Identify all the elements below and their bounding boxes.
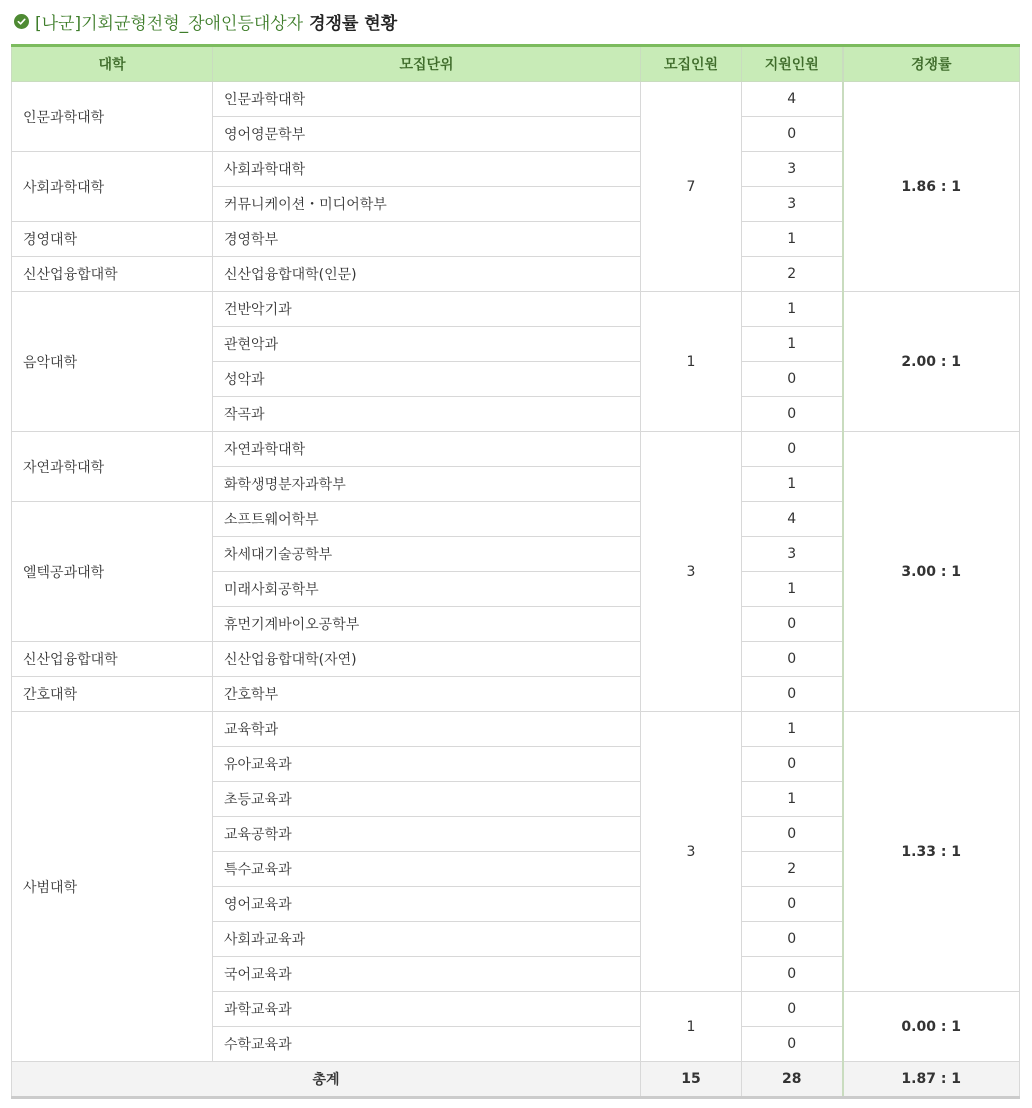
table-header-row	[12, 46, 1020, 82]
quota-cell: 7	[641, 82, 742, 292]
table-row	[12, 82, 1020, 117]
college-cell: 자연과학대학	[12, 432, 213, 502]
applicants-cell: 0	[742, 887, 843, 922]
unit-cell: 초등교육과	[213, 782, 641, 817]
quota-cell: 1	[641, 292, 742, 432]
applicants-cell: 1	[742, 327, 843, 362]
rate-cell: 1.86 : 1	[843, 82, 1020, 292]
table-row	[12, 712, 1020, 747]
table-row	[12, 292, 1020, 327]
total-rate: 1.87 : 1	[843, 1062, 1020, 1098]
quota-cell: 3	[641, 712, 742, 992]
total-row	[12, 1062, 1020, 1098]
rate-cell: 0.00 : 1	[843, 992, 1020, 1062]
unit-cell: 성악과	[213, 362, 641, 397]
college-cell: 간호대학	[12, 677, 213, 712]
applicants-cell: 1	[742, 572, 843, 607]
header-applicants: 지원인원	[742, 46, 843, 82]
applicants-cell: 0	[742, 642, 843, 677]
quota-cell: 1	[641, 992, 742, 1062]
applicants-cell: 0	[742, 747, 843, 782]
applicants-cell: 0	[742, 677, 843, 712]
applicants-cell: 1	[742, 712, 843, 747]
applicants-cell: 0	[742, 432, 843, 467]
unit-cell: 소프트웨어학부	[213, 502, 641, 537]
total-quota: 15	[641, 1062, 742, 1098]
applicants-cell: 3	[742, 187, 843, 222]
unit-cell: 사회과학대학	[213, 152, 641, 187]
quota-cell: 3	[641, 432, 742, 712]
unit-cell: 유아교육과	[213, 747, 641, 782]
rate-cell: 1.33 : 1	[843, 712, 1020, 992]
page-title	[14, 8, 397, 34]
header-rate: 경쟁률	[843, 46, 1020, 82]
unit-cell: 커뮤니케이션・미디어학부	[213, 187, 641, 222]
unit-cell: 신산업융합대학(인문)	[213, 257, 641, 292]
applicants-cell: 4	[742, 502, 843, 537]
unit-cell: 미래사회공학부	[213, 572, 641, 607]
unit-cell: 건반악기과	[213, 292, 641, 327]
unit-cell: 관현악과	[213, 327, 641, 362]
unit-cell: 작곡과	[213, 397, 641, 432]
unit-cell: 사회과교육과	[213, 922, 641, 957]
college-cell: 음악대학	[12, 292, 213, 432]
table-row	[12, 432, 1020, 467]
applicants-cell: 3	[742, 152, 843, 187]
applicants-cell: 0	[742, 922, 843, 957]
rate-cell: 3.00 : 1	[843, 432, 1020, 712]
college-cell: 신산업융합대학	[12, 257, 213, 292]
unit-cell: 인문과학대학	[213, 82, 641, 117]
unit-cell: 영어교육과	[213, 887, 641, 922]
unit-cell: 과학교육과	[213, 992, 641, 1027]
unit-cell: 간호학부	[213, 677, 641, 712]
applicants-cell: 1	[742, 782, 843, 817]
total-applicants: 28	[742, 1062, 843, 1098]
total-label: 총계	[12, 1062, 641, 1098]
applicants-cell: 0	[742, 992, 843, 1027]
applicants-cell: 4	[742, 82, 843, 117]
unit-cell: 경영학부	[213, 222, 641, 257]
college-cell: 신산업융합대학	[12, 642, 213, 677]
college-cell: 사회과학대학	[12, 152, 213, 222]
header-college: 대학	[12, 46, 213, 82]
unit-cell: 특수교육과	[213, 852, 641, 887]
unit-cell: 신산업융합대학(자연)	[213, 642, 641, 677]
applicants-cell: 0	[742, 957, 843, 992]
applicants-cell: 3	[742, 537, 843, 572]
applicants-cell: 1	[742, 292, 843, 327]
unit-cell: 국어교육과	[213, 957, 641, 992]
unit-cell: 영어영문학부	[213, 117, 641, 152]
college-cell: 엘텍공과대학	[12, 502, 213, 642]
applicants-cell: 2	[742, 257, 843, 292]
applicants-cell: 0	[742, 607, 843, 642]
applicants-cell: 0	[742, 362, 843, 397]
title-suffix: 경쟁률 현황	[309, 13, 398, 34]
college-cell: 인문과학대학	[12, 82, 213, 152]
unit-cell: 휴먼기계바이오공학부	[213, 607, 641, 642]
applicants-cell: 0	[742, 817, 843, 852]
unit-cell: 차세대기술공학부	[213, 537, 641, 572]
unit-cell: 화학생명분자과학부	[213, 467, 641, 502]
check-circle-icon	[14, 14, 29, 29]
applicants-cell: 1	[742, 222, 843, 257]
header-unit: 모집단위	[213, 46, 641, 82]
title-prefix: [나군]기회균형전형_장애인등대상자	[35, 13, 304, 34]
applicants-cell: 0	[742, 397, 843, 432]
applicants-cell: 0	[742, 1027, 843, 1062]
applicants-cell: 2	[742, 852, 843, 887]
applicants-cell: 0	[742, 117, 843, 152]
unit-cell: 자연과학대학	[213, 432, 641, 467]
college-cell: 경영대학	[12, 222, 213, 257]
unit-cell: 교육학과	[213, 712, 641, 747]
table-body	[12, 82, 1020, 1062]
competition-rate-table	[11, 44, 1020, 1099]
rate-cell: 2.00 : 1	[843, 292, 1020, 432]
unit-cell: 수학교육과	[213, 1027, 641, 1062]
applicants-cell: 1	[742, 467, 843, 502]
unit-cell: 교육공학과	[213, 817, 641, 852]
college-cell: 사범대학	[12, 712, 213, 1062]
header-quota: 모집인원	[641, 46, 742, 82]
